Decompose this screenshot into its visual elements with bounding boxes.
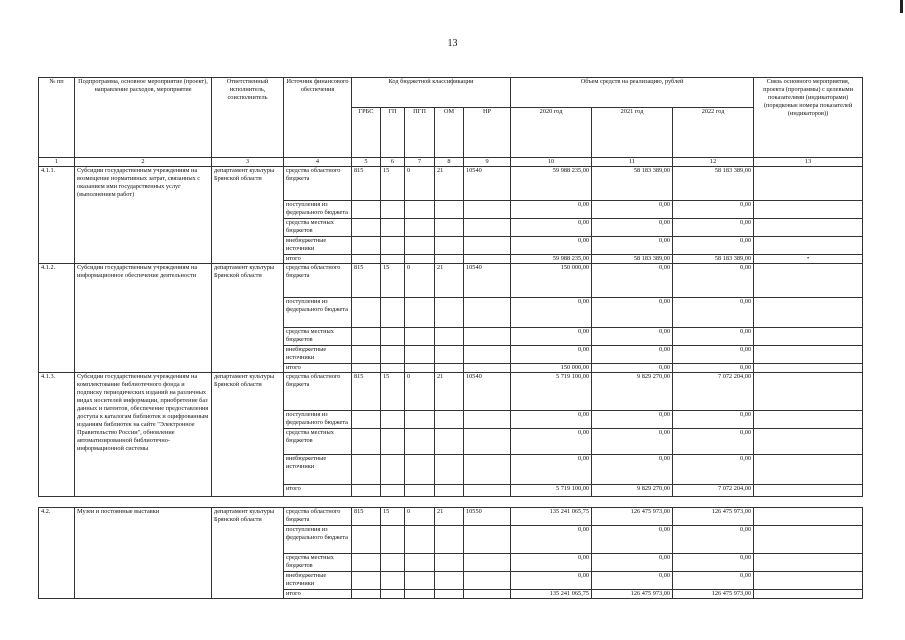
cell-pgp [405, 526, 435, 554]
section-number: 4.1.1. [39, 167, 75, 264]
cell-pgp [405, 554, 435, 572]
cell-v2021: 0,00 [592, 237, 673, 255]
section-executor: департамент культуры Брянской области [212, 373, 284, 497]
cell-link: • [754, 255, 863, 264]
cell-om [435, 411, 464, 429]
cell-v2022: 7 072 204,00 [673, 373, 754, 411]
cell-nr: 10540 [464, 167, 511, 201]
cell-pgp [405, 455, 435, 485]
cell-v2022: 0,00 [673, 572, 754, 590]
table-row [39, 167, 863, 201]
cell-v2021: 58 183 389,00 [592, 255, 673, 264]
cell-nr [464, 346, 511, 364]
funding-source: поступления из федерального бюджета [284, 298, 352, 328]
cell-v2021: 0,00 [592, 346, 673, 364]
cell-pgp: 0 [405, 508, 435, 526]
funding-source: итого [284, 485, 352, 497]
cell-gp [381, 429, 405, 455]
header-source: Источник финансового обеспечения [284, 78, 352, 158]
funding-source: внебюджетные источники [284, 237, 352, 255]
header-2021: 2021 год [592, 108, 673, 158]
header-om: ОМ [435, 108, 464, 158]
cell-link [754, 298, 863, 328]
cell-pgp [405, 346, 435, 364]
cell-v2020: 135 241 065,75 [511, 590, 592, 599]
cell-v2021: 0,00 [592, 298, 673, 328]
cell-link [754, 346, 863, 364]
section-executor: департамент культуры Брянской области [212, 167, 284, 264]
cell-pgp [405, 219, 435, 237]
cell-om: 21 [435, 264, 464, 298]
cell-om [435, 572, 464, 590]
cell-pgp [405, 255, 435, 264]
index-cell: 8 [435, 158, 464, 167]
header-program: Подпрограмма, основное мероприятие (проект), направление расходов, мероприятие [75, 78, 212, 158]
cell-pgp: 0 [405, 373, 435, 411]
cell-v2022: 0,00 [673, 526, 754, 554]
cell-gp: 15 [381, 373, 405, 411]
cell-v2021: 0,00 [592, 429, 673, 455]
funding-source: средства местных бюджетов [284, 554, 352, 572]
cell-om: 21 [435, 167, 464, 201]
cell-v2022: 0,00 [673, 264, 754, 298]
cell-v2021: 0,00 [592, 526, 673, 554]
cell-grbs: 815 [352, 264, 381, 298]
funding-source: итого [284, 590, 352, 599]
cell-nr [464, 411, 511, 429]
cell-v2022: 0,00 [673, 298, 754, 328]
table-row [39, 373, 863, 411]
cell-om [435, 237, 464, 255]
cell-gp [381, 590, 405, 599]
cell-gp [381, 554, 405, 572]
cell-grbs: 815 [352, 508, 381, 526]
cell-nr: 10550 [464, 508, 511, 526]
cell-v2021: 0,00 [592, 264, 673, 298]
section-number: 4.1.2. [39, 264, 75, 373]
funding-source: внебюджетные источники [284, 572, 352, 590]
cell-grbs [352, 411, 381, 429]
funding-source: средства областного бюджета [284, 373, 352, 411]
cell-v2020: 150 000,00 [511, 264, 592, 298]
cell-link [754, 364, 863, 373]
cell-v2020: 5 719 100,00 [511, 485, 592, 497]
cell-nr [464, 485, 511, 497]
funding-source: поступления из федерального бюджета [284, 526, 352, 554]
cell-v2020: 135 241 065,75 [511, 508, 592, 526]
cell-v2022: 126 475 973,00 [673, 590, 754, 599]
cell-link [754, 485, 863, 497]
header-num: № пп [39, 78, 75, 158]
table-body [39, 167, 863, 599]
funding-source: средства областного бюджета [284, 508, 352, 526]
cell-grbs [352, 298, 381, 328]
cell-pgp [405, 237, 435, 255]
cell-nr [464, 255, 511, 264]
index-cell: 6 [381, 158, 405, 167]
index-cell: 1 [39, 158, 75, 167]
cell-grbs [352, 526, 381, 554]
index-cell: 9 [464, 158, 511, 167]
section-program: Субсидии государственным учреждениям на возмещение нормативных затрат, связанных с оказанием ими государственных услуг (выполнением работ) [75, 167, 212, 264]
cell-nr [464, 572, 511, 590]
cell-v2021: 126 475 973,00 [592, 508, 673, 526]
funding-source: итого [284, 255, 352, 264]
cell-link [754, 328, 863, 346]
cell-pgp [405, 429, 435, 455]
cell-v2021: 9 829 270,00 [592, 373, 673, 411]
funding-source: поступления из федерального бюджета [284, 411, 352, 429]
cell-gp [381, 572, 405, 590]
section-executor: департамент культуры Брянской области [212, 264, 284, 373]
cell-v2021: 0,00 [592, 201, 673, 219]
cell-v2022: 0,00 [673, 328, 754, 346]
cell-gp [381, 485, 405, 497]
cell-grbs [352, 201, 381, 219]
cell-v2021: 0,00 [592, 572, 673, 590]
section-number: 4.1.3. [39, 373, 75, 497]
cell-om [435, 364, 464, 373]
cell-nr [464, 590, 511, 599]
cell-pgp: 0 [405, 264, 435, 298]
funding-source: средства местных бюджетов [284, 429, 352, 455]
cell-gp [381, 298, 405, 328]
cell-nr [464, 298, 511, 328]
cell-gp [381, 328, 405, 346]
cell-pgp [405, 364, 435, 373]
cell-grbs [352, 485, 381, 497]
cell-grbs [352, 219, 381, 237]
cell-v2021: 0,00 [592, 411, 673, 429]
index-cell: 5 [352, 158, 381, 167]
cell-gp [381, 255, 405, 264]
cell-grbs: 815 [352, 373, 381, 411]
funding-source: внебюджетные источники [284, 346, 352, 364]
section-gap [39, 497, 863, 508]
funding-source: поступления из федерального бюджета [284, 201, 352, 219]
cell-nr [464, 201, 511, 219]
cell-gp [381, 219, 405, 237]
gap-cell [39, 497, 863, 508]
cell-gp [381, 346, 405, 364]
funding-source: средства местных бюджетов [284, 328, 352, 346]
cell-gp [381, 455, 405, 485]
cell-grbs [352, 328, 381, 346]
cell-v2021: 0,00 [592, 328, 673, 346]
cell-v2022: 0,00 [673, 201, 754, 219]
cell-v2020: 0,00 [511, 346, 592, 364]
index-cell: 2 [75, 158, 212, 167]
budget-table [38, 77, 863, 599]
table-row [39, 508, 863, 526]
index-cell: 3 [212, 158, 284, 167]
cell-nr [464, 429, 511, 455]
cell-nr [464, 328, 511, 346]
cell-v2020: 150 000,00 [511, 364, 592, 373]
section-program: Субсидии государственным учреждениям на информационное обеспечение деятельности [75, 264, 212, 373]
cell-v2022: 0,00 [673, 554, 754, 572]
cell-v2020: 0,00 [511, 554, 592, 572]
cell-nr [464, 237, 511, 255]
cell-v2022: 58 183 389,00 [673, 255, 754, 264]
funding-source: итого [284, 364, 352, 373]
cell-om [435, 455, 464, 485]
cell-v2022: 0,00 [673, 364, 754, 373]
cell-v2022: 0,00 [673, 455, 754, 485]
cell-v2022: 7 072 204,00 [673, 485, 754, 497]
cell-om [435, 590, 464, 599]
header-2022: 2022 год [673, 108, 754, 158]
cell-om [435, 298, 464, 328]
cell-nr [464, 455, 511, 485]
cell-pgp [405, 411, 435, 429]
cell-v2020: 0,00 [511, 328, 592, 346]
cell-nr: 10540 [464, 264, 511, 298]
cell-link [754, 201, 863, 219]
cell-nr [464, 554, 511, 572]
cell-om [435, 346, 464, 364]
cell-link [754, 429, 863, 455]
cell-grbs [352, 237, 381, 255]
cell-grbs [352, 346, 381, 364]
cell-om: 21 [435, 373, 464, 411]
cell-v2022: 0,00 [673, 429, 754, 455]
cell-grbs [352, 572, 381, 590]
cell-grbs [352, 554, 381, 572]
index-cell: 7 [405, 158, 435, 167]
cell-link [754, 264, 863, 298]
index-cell: 12 [673, 158, 754, 167]
cell-link [754, 526, 863, 554]
cell-gp: 15 [381, 264, 405, 298]
cell-link [754, 411, 863, 429]
cell-om: 21 [435, 508, 464, 526]
cell-nr [464, 219, 511, 237]
cell-v2022: 0,00 [673, 219, 754, 237]
cell-v2021: 58 183 389,00 [592, 167, 673, 201]
cell-grbs [352, 590, 381, 599]
cell-v2020: 0,00 [511, 411, 592, 429]
cell-v2020: 0,00 [511, 201, 592, 219]
cell-link [754, 373, 863, 411]
header-gp: ГП [381, 108, 405, 158]
cell-v2020: 0,00 [511, 219, 592, 237]
cell-v2020: 0,00 [511, 429, 592, 455]
cell-link [754, 167, 863, 201]
cell-v2022: 0,00 [673, 411, 754, 429]
cell-om [435, 485, 464, 497]
cell-pgp [405, 572, 435, 590]
section-program: Музеи и постоянные выставки [75, 508, 212, 599]
cell-nr [464, 364, 511, 373]
cell-gp [381, 411, 405, 429]
cell-grbs [352, 455, 381, 485]
cell-grbs [352, 364, 381, 373]
cell-link [754, 237, 863, 255]
cell-om [435, 255, 464, 264]
cell-v2022: 0,00 [673, 237, 754, 255]
header-grbs: ГРБС [352, 108, 381, 158]
cell-link [754, 219, 863, 237]
funding-source: средства местных бюджетов [284, 219, 352, 237]
cell-link [754, 554, 863, 572]
header-link: Связь основного мероприятия, проекта (программы) с целевыми показателями (индикаторами) (порядковые номера показателей (индикаторов)) [754, 78, 863, 158]
cell-v2021: 0,00 [592, 455, 673, 485]
funding-source: внебюджетные источники [284, 455, 352, 485]
header-pgp: ПГП [405, 108, 435, 158]
funding-source: средства областного бюджета [284, 167, 352, 201]
cell-gp [381, 201, 405, 219]
cell-pgp: 0 [405, 167, 435, 201]
cell-link [754, 455, 863, 485]
cell-om [435, 219, 464, 237]
header-executor: Ответственный исполнитель, соисполнитель [212, 78, 284, 158]
cell-v2022: 126 475 973,00 [673, 508, 754, 526]
cell-v2021: 9 829 270,00 [592, 485, 673, 497]
cell-gp [381, 526, 405, 554]
section-executor: департамент культуры Брянской области [212, 508, 284, 599]
cell-gp [381, 237, 405, 255]
cell-om [435, 201, 464, 219]
cell-grbs [352, 429, 381, 455]
cell-v2020: 0,00 [511, 455, 592, 485]
index-cell: 10 [511, 158, 592, 167]
section-number: 4.2. [39, 508, 75, 599]
cell-v2020: 59 988 235,00 [511, 167, 592, 201]
cell-pgp [405, 201, 435, 219]
cell-v2022: 58 183 389,00 [673, 167, 754, 201]
cell-v2020: 0,00 [511, 237, 592, 255]
cell-grbs [352, 255, 381, 264]
cell-v2021: 0,00 [592, 364, 673, 373]
cell-om [435, 328, 464, 346]
index-cell: 11 [592, 158, 673, 167]
cell-pgp [405, 485, 435, 497]
funding-source: средства областного бюджета [284, 264, 352, 298]
cell-grbs: 815 [352, 167, 381, 201]
cell-v2020: 5 719 100,00 [511, 373, 592, 411]
cell-pgp [405, 298, 435, 328]
cell-v2022: 0,00 [673, 346, 754, 364]
cell-v2020: 0,00 [511, 572, 592, 590]
header-nr: НР [464, 108, 511, 158]
index-cell: 4 [284, 158, 352, 167]
table-row [39, 264, 863, 298]
cell-om [435, 526, 464, 554]
cell-v2020: 0,00 [511, 526, 592, 554]
cell-pgp [405, 328, 435, 346]
index-cell: 13 [754, 158, 863, 167]
cell-gp [381, 364, 405, 373]
cell-link [754, 590, 863, 599]
cell-gp: 15 [381, 508, 405, 526]
page-number: 13 [447, 38, 458, 49]
header-2020: 2020 год [511, 108, 592, 158]
cell-v2021: 0,00 [592, 554, 673, 572]
cell-v2021: 126 475 973,00 [592, 590, 673, 599]
cell-v2020: 59 988 235,00 [511, 255, 592, 264]
cell-om [435, 429, 464, 455]
cell-pgp [405, 590, 435, 599]
cell-link [754, 508, 863, 526]
cell-v2021: 0,00 [592, 219, 673, 237]
page-edge-mark [900, 0, 903, 13]
section-program: Субсидии государственным учреждениям на комплектование библиотечного фонда и подписку периодических изданий на различных видах носителей информации, приобретение баз данных и патентов, обеспечение предоставления доступа к каталогам библиотек и оцифрованным изданиям библиотек на сайте "Электронное Правительство России", обновление автоматизированной библиотечно-информационной системы [75, 373, 212, 497]
column-index-row [39, 158, 863, 167]
cell-nr [464, 526, 511, 554]
cell-nr: 10540 [464, 373, 511, 411]
header-volume: Объем средств на реализацию, рублей [511, 78, 754, 108]
cell-link [754, 572, 863, 590]
cell-v2020: 0,00 [511, 298, 592, 328]
cell-om [435, 554, 464, 572]
cell-gp: 15 [381, 167, 405, 201]
header-budget-code: Код бюджетной классификации [352, 78, 511, 108]
